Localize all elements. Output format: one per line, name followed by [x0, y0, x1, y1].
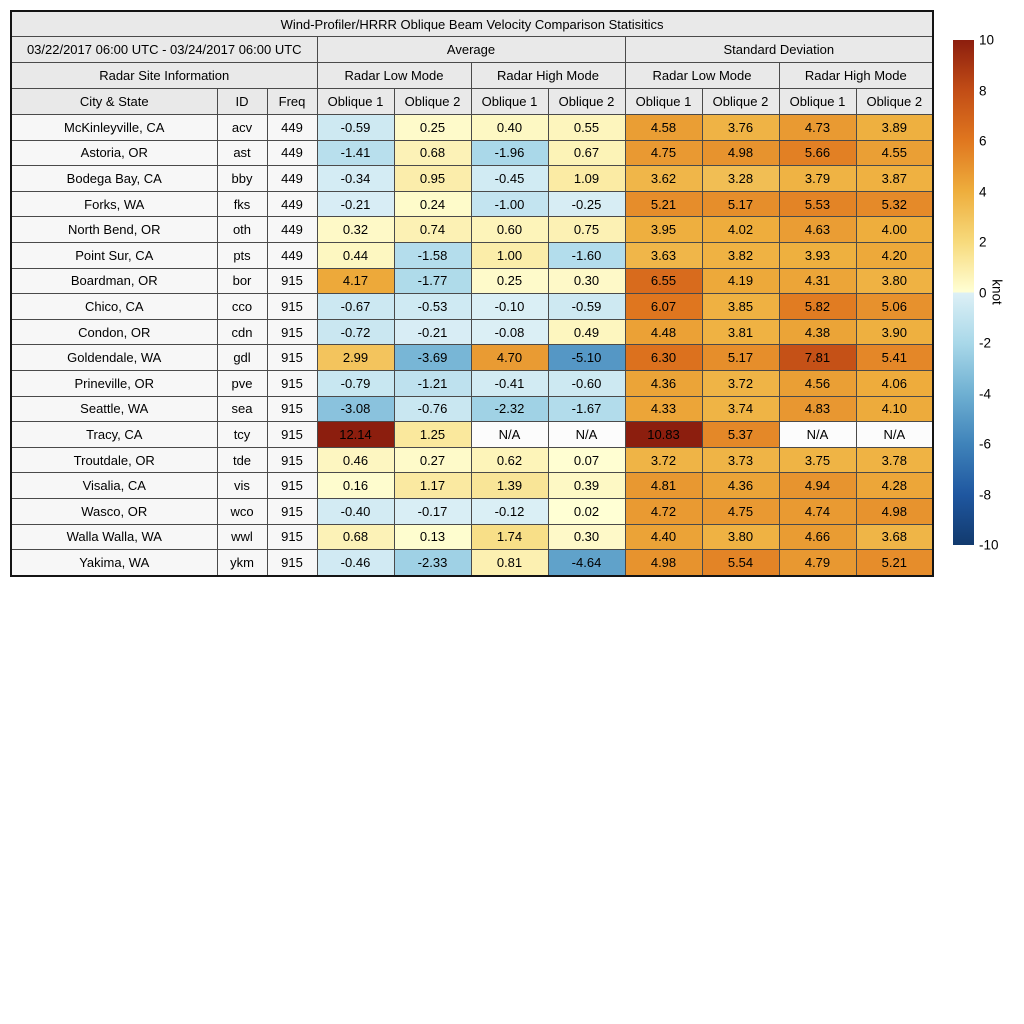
column-header-row [11, 89, 933, 115]
colorbar-tick-label: -8 [979, 486, 992, 502]
value-cell: 5.32 [856, 191, 933, 217]
table-row [11, 217, 933, 243]
id-cell: wco [217, 498, 267, 524]
value-cell: 0.32 [317, 217, 394, 243]
date-range: 03/22/2017 06:00 UTC - 03/24/2017 06:00 UTC [11, 37, 317, 63]
value-cell: 3.80 [856, 268, 933, 294]
freq-cell: 449 [267, 115, 317, 141]
value-cell: 5.41 [856, 345, 933, 371]
value-cell: 4.10 [856, 396, 933, 422]
value-cell: 4.48 [625, 319, 702, 345]
id-cell: vis [217, 473, 267, 499]
colorbar-tick-label: -2 [979, 335, 992, 351]
avg-low-mode-header: Radar Low Mode [317, 63, 471, 89]
col-freq: Freq [267, 89, 317, 115]
value-cell: 0.81 [471, 550, 548, 576]
colorbar-tick-label: 8 [979, 82, 987, 98]
id-cell: oth [217, 217, 267, 243]
value-cell: -3.69 [394, 345, 471, 371]
id-cell: bby [217, 166, 267, 192]
value-cell: -0.25 [548, 191, 625, 217]
value-cell: -1.60 [548, 242, 625, 268]
value-cell: 3.63 [625, 242, 702, 268]
city-cell: Seattle, WA [11, 396, 217, 422]
value-cell: -0.40 [317, 498, 394, 524]
value-cell: -1.77 [394, 268, 471, 294]
table-row [11, 242, 933, 268]
id-cell: wwl [217, 524, 267, 550]
col-oblique2: Oblique 2 [548, 89, 625, 115]
group-average: Average [317, 37, 625, 63]
value-cell: 5.54 [702, 550, 779, 576]
city-cell: Boardman, OR [11, 268, 217, 294]
freq-cell: 915 [267, 550, 317, 576]
colorbar-tick-label: 2 [979, 234, 987, 250]
table-row [11, 115, 933, 141]
value-cell: 4.98 [702, 140, 779, 166]
value-cell: 4.98 [856, 498, 933, 524]
chart-title: Wind-Profiler/HRRR Oblique Beam Velocity Comparison Statisitics [11, 11, 933, 37]
value-cell: 0.49 [548, 319, 625, 345]
value-cell: 1.74 [471, 524, 548, 550]
value-cell: N/A [548, 422, 625, 448]
id-cell: bor [217, 268, 267, 294]
id-cell: cdn [217, 319, 267, 345]
table-row [11, 370, 933, 396]
col-id: ID [217, 89, 267, 115]
value-cell: 0.44 [317, 242, 394, 268]
value-cell: 0.75 [548, 217, 625, 243]
value-cell: -0.79 [317, 370, 394, 396]
value-cell: 3.85 [702, 294, 779, 320]
value-cell: 3.81 [702, 319, 779, 345]
value-cell: 0.27 [394, 447, 471, 473]
freq-cell: 915 [267, 473, 317, 499]
freq-cell: 449 [267, 191, 317, 217]
value-cell: 4.75 [702, 498, 779, 524]
value-cell: 10.83 [625, 422, 702, 448]
value-cell: 2.99 [317, 345, 394, 371]
colorbar-tick-label: 4 [979, 183, 987, 199]
col-oblique1: Oblique 1 [317, 89, 394, 115]
col-oblique2: Oblique 2 [856, 89, 933, 115]
colorbar-tick-label: -4 [979, 385, 992, 401]
value-cell: 0.25 [394, 115, 471, 141]
id-cell: ast [217, 140, 267, 166]
value-cell: 3.73 [702, 447, 779, 473]
value-cell: 3.93 [779, 242, 856, 268]
value-cell: 3.82 [702, 242, 779, 268]
col-oblique2: Oblique 2 [702, 89, 779, 115]
value-cell: 12.14 [317, 422, 394, 448]
value-cell: 5.21 [625, 191, 702, 217]
value-cell: -0.60 [548, 370, 625, 396]
id-cell: sea [217, 396, 267, 422]
value-cell: -0.21 [394, 319, 471, 345]
value-cell: 3.90 [856, 319, 933, 345]
colorbar-unit-label: knot [989, 279, 1005, 305]
value-cell: 4.17 [317, 268, 394, 294]
col-city-state: City & State [11, 89, 217, 115]
value-cell: -3.08 [317, 396, 394, 422]
group-header-row [11, 37, 933, 63]
value-cell: 4.19 [702, 268, 779, 294]
city-cell: Visalia, CA [11, 473, 217, 499]
value-cell: 6.30 [625, 345, 702, 371]
freq-cell: 915 [267, 422, 317, 448]
value-cell: 0.68 [394, 140, 471, 166]
value-cell: 3.87 [856, 166, 933, 192]
table-row [11, 140, 933, 166]
id-cell: fks [217, 191, 267, 217]
value-cell: -0.53 [394, 294, 471, 320]
value-cell: 0.46 [317, 447, 394, 473]
value-cell: 4.55 [856, 140, 933, 166]
value-cell: 3.78 [856, 447, 933, 473]
value-cell: -2.32 [471, 396, 548, 422]
city-cell: Prineville, OR [11, 370, 217, 396]
value-cell: 3.95 [625, 217, 702, 243]
value-cell: 7.81 [779, 345, 856, 371]
city-cell: Troutdale, OR [11, 447, 217, 473]
city-cell: Walla Walla, WA [11, 524, 217, 550]
value-cell: 4.00 [856, 217, 933, 243]
col-oblique2: Oblique 2 [394, 89, 471, 115]
value-cell: 5.21 [856, 550, 933, 576]
value-cell: 3.80 [702, 524, 779, 550]
colorbar-tick-label: 10 [979, 32, 995, 48]
table-row [11, 319, 933, 345]
value-cell: -0.21 [317, 191, 394, 217]
value-cell: 0.25 [471, 268, 548, 294]
value-cell: 3.72 [625, 447, 702, 473]
value-cell: 0.67 [548, 140, 625, 166]
city-cell: Wasco, OR [11, 498, 217, 524]
city-cell: Goldendale, WA [11, 345, 217, 371]
value-cell: 4.79 [779, 550, 856, 576]
id-cell: cco [217, 294, 267, 320]
value-cell: 4.33 [625, 396, 702, 422]
value-cell: 0.30 [548, 524, 625, 550]
value-cell: 4.66 [779, 524, 856, 550]
table-row [11, 268, 933, 294]
value-cell: 6.07 [625, 294, 702, 320]
city-cell: Tracy, CA [11, 422, 217, 448]
city-cell: Astoria, OR [11, 140, 217, 166]
table-row [11, 447, 933, 473]
freq-cell: 915 [267, 345, 317, 371]
value-cell: 1.17 [394, 473, 471, 499]
value-cell: 4.31 [779, 268, 856, 294]
stats-table [10, 10, 934, 577]
value-cell: -0.45 [471, 166, 548, 192]
mode-header-row [11, 63, 933, 89]
city-cell: Point Sur, CA [11, 242, 217, 268]
id-cell: ykm [217, 550, 267, 576]
value-cell: -0.46 [317, 550, 394, 576]
value-cell: 0.74 [394, 217, 471, 243]
value-cell: 0.55 [548, 115, 625, 141]
freq-cell: 915 [267, 498, 317, 524]
colorbar-tick-label: 6 [979, 133, 987, 149]
freq-cell: 449 [267, 217, 317, 243]
value-cell: -2.33 [394, 550, 471, 576]
value-cell: 0.24 [394, 191, 471, 217]
value-cell: 4.38 [779, 319, 856, 345]
sd-low-mode-header: Radar Low Mode [625, 63, 779, 89]
value-cell: -5.10 [548, 345, 625, 371]
group-std-dev: Standard Deviation [625, 37, 933, 63]
value-cell: 3.62 [625, 166, 702, 192]
value-cell: 4.02 [702, 217, 779, 243]
id-cell: tde [217, 447, 267, 473]
value-cell: 1.09 [548, 166, 625, 192]
value-cell: 0.40 [471, 115, 548, 141]
value-cell: -0.08 [471, 319, 548, 345]
table-row [11, 166, 933, 192]
table-row [11, 345, 933, 371]
value-cell: -1.96 [471, 140, 548, 166]
value-cell: 6.55 [625, 268, 702, 294]
table-row [11, 550, 933, 576]
value-cell: 5.17 [702, 191, 779, 217]
id-cell: acv [217, 115, 267, 141]
freq-cell: 449 [267, 166, 317, 192]
freq-cell: 915 [267, 447, 317, 473]
value-cell: -0.76 [394, 396, 471, 422]
value-cell: 4.56 [779, 370, 856, 396]
city-cell: McKinleyville, CA [11, 115, 217, 141]
city-cell: North Bend, OR [11, 217, 217, 243]
value-cell: 4.36 [702, 473, 779, 499]
table-row [11, 422, 933, 448]
col-oblique1: Oblique 1 [625, 89, 702, 115]
value-cell: 3.74 [702, 396, 779, 422]
value-cell: N/A [779, 422, 856, 448]
freq-cell: 915 [267, 319, 317, 345]
value-cell: N/A [471, 422, 548, 448]
colorbar-tick-label: -10 [979, 537, 999, 553]
id-cell: pve [217, 370, 267, 396]
city-cell: Chico, CA [11, 294, 217, 320]
value-cell: 5.53 [779, 191, 856, 217]
value-cell: 4.58 [625, 115, 702, 141]
table-row [11, 191, 933, 217]
freq-cell: 449 [267, 242, 317, 268]
freq-cell: 915 [267, 294, 317, 320]
value-cell: 3.68 [856, 524, 933, 550]
city-cell: Condon, OR [11, 319, 217, 345]
value-cell: 3.28 [702, 166, 779, 192]
value-cell: 4.06 [856, 370, 933, 396]
value-cell: 5.06 [856, 294, 933, 320]
col-oblique1: Oblique 1 [779, 89, 856, 115]
value-cell: 3.79 [779, 166, 856, 192]
value-cell: 0.68 [317, 524, 394, 550]
table-row [11, 396, 933, 422]
colorbar-tick-label: -6 [979, 436, 992, 452]
value-cell: -4.64 [548, 550, 625, 576]
value-cell: -0.10 [471, 294, 548, 320]
freq-cell: 915 [267, 524, 317, 550]
avg-high-mode-header: Radar High Mode [471, 63, 625, 89]
value-cell: 4.81 [625, 473, 702, 499]
value-cell: 5.17 [702, 345, 779, 371]
value-cell: 4.74 [779, 498, 856, 524]
value-cell: -0.41 [471, 370, 548, 396]
value-cell: 4.40 [625, 524, 702, 550]
value-cell: N/A [856, 422, 933, 448]
value-cell: 4.20 [856, 242, 933, 268]
table-row [11, 294, 933, 320]
id-cell: tcy [217, 422, 267, 448]
value-cell: 0.60 [471, 217, 548, 243]
value-cell: -1.67 [548, 396, 625, 422]
table-row [11, 498, 933, 524]
value-cell: 3.89 [856, 115, 933, 141]
freq-cell: 915 [267, 370, 317, 396]
value-cell: 0.95 [394, 166, 471, 192]
value-cell: -1.00 [471, 191, 548, 217]
value-cell: 5.37 [702, 422, 779, 448]
freq-cell: 915 [267, 268, 317, 294]
value-cell: 4.70 [471, 345, 548, 371]
id-cell: gdl [217, 345, 267, 371]
value-cell: 5.66 [779, 140, 856, 166]
value-cell: 5.82 [779, 294, 856, 320]
value-cell: 4.75 [625, 140, 702, 166]
value-cell: -1.58 [394, 242, 471, 268]
value-cell: 4.94 [779, 473, 856, 499]
value-cell: 4.73 [779, 115, 856, 141]
colorbar-tick-label: 0 [979, 284, 987, 300]
colorbar [953, 40, 974, 545]
value-cell: 3.75 [779, 447, 856, 473]
value-cell: 4.72 [625, 498, 702, 524]
value-cell: -0.59 [317, 115, 394, 141]
city-cell: Forks, WA [11, 191, 217, 217]
value-cell: 1.25 [394, 422, 471, 448]
value-cell: 1.39 [471, 473, 548, 499]
value-cell: 4.63 [779, 217, 856, 243]
value-cell: 0.30 [548, 268, 625, 294]
col-oblique1: Oblique 1 [471, 89, 548, 115]
city-cell: Bodega Bay, CA [11, 166, 217, 192]
id-cell: pts [217, 242, 267, 268]
value-cell: 4.83 [779, 396, 856, 422]
value-cell: 3.72 [702, 370, 779, 396]
value-cell: 0.39 [548, 473, 625, 499]
value-cell: 0.16 [317, 473, 394, 499]
value-cell: 0.07 [548, 447, 625, 473]
value-cell: -0.59 [548, 294, 625, 320]
city-cell: Yakima, WA [11, 550, 217, 576]
site-info-header: Radar Site Information [11, 63, 317, 89]
value-cell: -1.41 [317, 140, 394, 166]
title-row [11, 11, 933, 37]
value-cell: 4.36 [625, 370, 702, 396]
value-cell: 0.02 [548, 498, 625, 524]
freq-cell: 915 [267, 396, 317, 422]
sd-high-mode-header: Radar High Mode [779, 63, 933, 89]
value-cell: 4.98 [625, 550, 702, 576]
value-cell: 1.00 [471, 242, 548, 268]
table-row [11, 473, 933, 499]
value-cell: 0.62 [471, 447, 548, 473]
value-cell: 3.76 [702, 115, 779, 141]
freq-cell: 449 [267, 140, 317, 166]
value-cell: -1.21 [394, 370, 471, 396]
value-cell: -0.17 [394, 498, 471, 524]
value-cell: -0.34 [317, 166, 394, 192]
value-cell: 4.28 [856, 473, 933, 499]
value-cell: -0.72 [317, 319, 394, 345]
value-cell: -0.67 [317, 294, 394, 320]
value-cell: -0.12 [471, 498, 548, 524]
table-row [11, 524, 933, 550]
value-cell: 0.13 [394, 524, 471, 550]
